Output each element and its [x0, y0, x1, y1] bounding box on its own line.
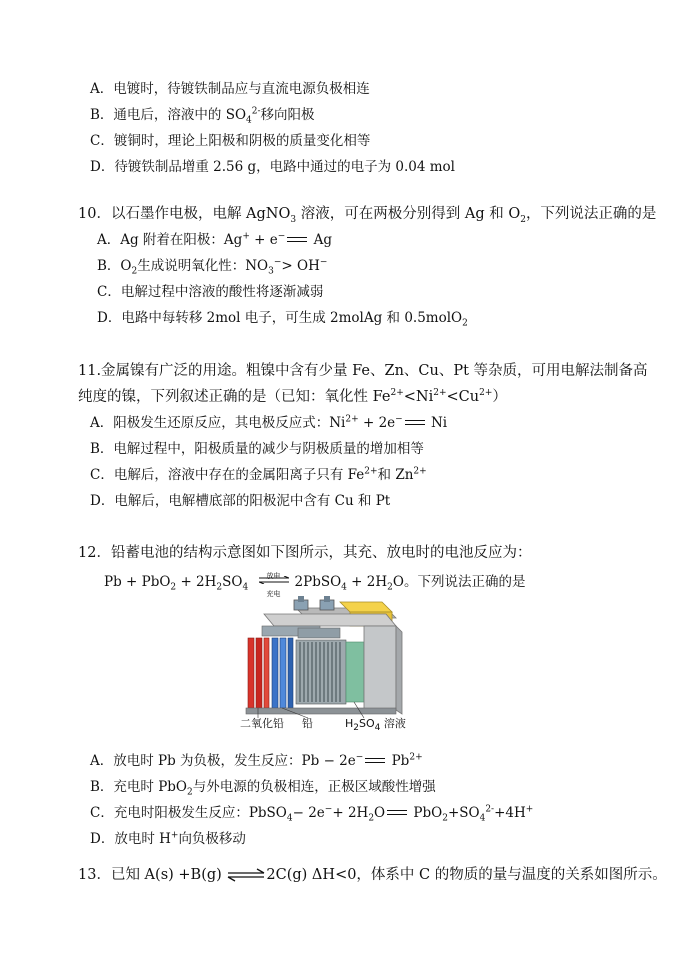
q11-option-c: C．电解后，溶液中存在的金属阳离子只有 $Fe^{2+}$和 $Zn^{2+}$	[90, 466, 427, 483]
q11-option-b: B．电解过程中，阳极质量的减少与阴极质量的增加相等	[90, 441, 424, 457]
q9-option-a: A．电镀时，待镀铁制品应与直流电源负极相连	[90, 81, 370, 97]
q12-option-d: D．放电时 H+向负极移动	[90, 830, 246, 847]
equal-sign-icon	[385, 805, 409, 819]
figure-label-pbo2: 二氧化铅	[240, 717, 284, 730]
q12-option-a: A．放电时 Pb 为负极，发生反应：Pb − 2e− $Pb^{2+}$	[90, 752, 423, 769]
q12-option-b: B．充电时 PbO$_2$与外电源的负极相连，正极区域酸性增强	[90, 779, 436, 798]
reversible-arrow-icon: 放电 充电	[257, 570, 291, 592]
q10-stem: 10．以石墨作电极，电解 AgNO$_3$ 溶液，可在两极分别得到 Ag 和 $O_2$，下列说法正确的是	[78, 206, 657, 225]
lead-acid-battery-diagram	[236, 596, 432, 732]
equal-sign-icon	[363, 753, 387, 767]
figure-label-h2so4: $H_2SO_4$ 溶液	[345, 717, 406, 734]
q10-option-c: C．电解过程中溶液的酸性将逐渐减弱	[97, 284, 324, 300]
q10-option-d: D．电路中每转移 2mol 电子，可生成 2molAg 和 0.5molO$_2$	[97, 310, 468, 329]
q9-option-b: B．通电后，溶液中的 $SO_4^{2-}$移向阳极	[90, 106, 315, 126]
q12-stem: 12．铅蓄电池的结构示意图如下图所示，其充、放电时的电池反应为：	[78, 545, 532, 561]
q10-option-b: B．$O_2$生成说明氧化性：$NO_3^-> OH^-$	[97, 257, 328, 277]
equal-sign-icon	[403, 415, 427, 429]
q9-option-c: C．镀铜时，理论上阳极和阴极的质量变化相等	[90, 133, 371, 149]
q10-option-a: A．Ag 附着在阳极：Ag+ + e− Ag	[97, 231, 332, 248]
q11-stem-line1: 11.金属镍有广泛的用途。粗镍中含有少量 Fe、Zn、Cu、Pt 等杂质，可用电解法制备高	[78, 363, 648, 379]
q11-option-a: A．阳极发生还原反应，其电极反应式：$Ni^{2+} + 2e^-$ Ni	[90, 414, 448, 431]
equilibrium-arrow-icon	[226, 868, 266, 882]
figure-label-pb: 铅	[302, 717, 313, 730]
q11-stem-line2: 纯度的镍，下列叙述正确的是（已知：氧化性 $Fe^{2+}<Ni^{2+}<Cu^{2+}$）	[78, 388, 507, 405]
q11-option-d: D．电解后，电解槽底部的阳极泥中含有 Cu 和 Pt	[90, 493, 391, 509]
equal-sign-icon	[285, 232, 309, 246]
q12-option-c: C．充电时阳极发生反应：PbSO$_4$− $2e^-+ 2H_2O$ $PbO_2+SO_4^{2-}+4H^+$	[90, 804, 534, 824]
q12-equation: $Pb + PbO_2 + 2H_2SO_4$ 放电 充电 2PbSO$_4$ + $2H_2O$。下列说法正确的是	[104, 572, 526, 598]
q13-stem: 13．已知 A(s) +B(g) 2C(g) ΔH<0，体系中 C 的物质的量与温度的关系如图所示。	[78, 867, 667, 883]
q9-option-d: D．待镀铁制品增重 2.56 g，电路中通过的电子为 0.04 mol	[90, 159, 455, 175]
